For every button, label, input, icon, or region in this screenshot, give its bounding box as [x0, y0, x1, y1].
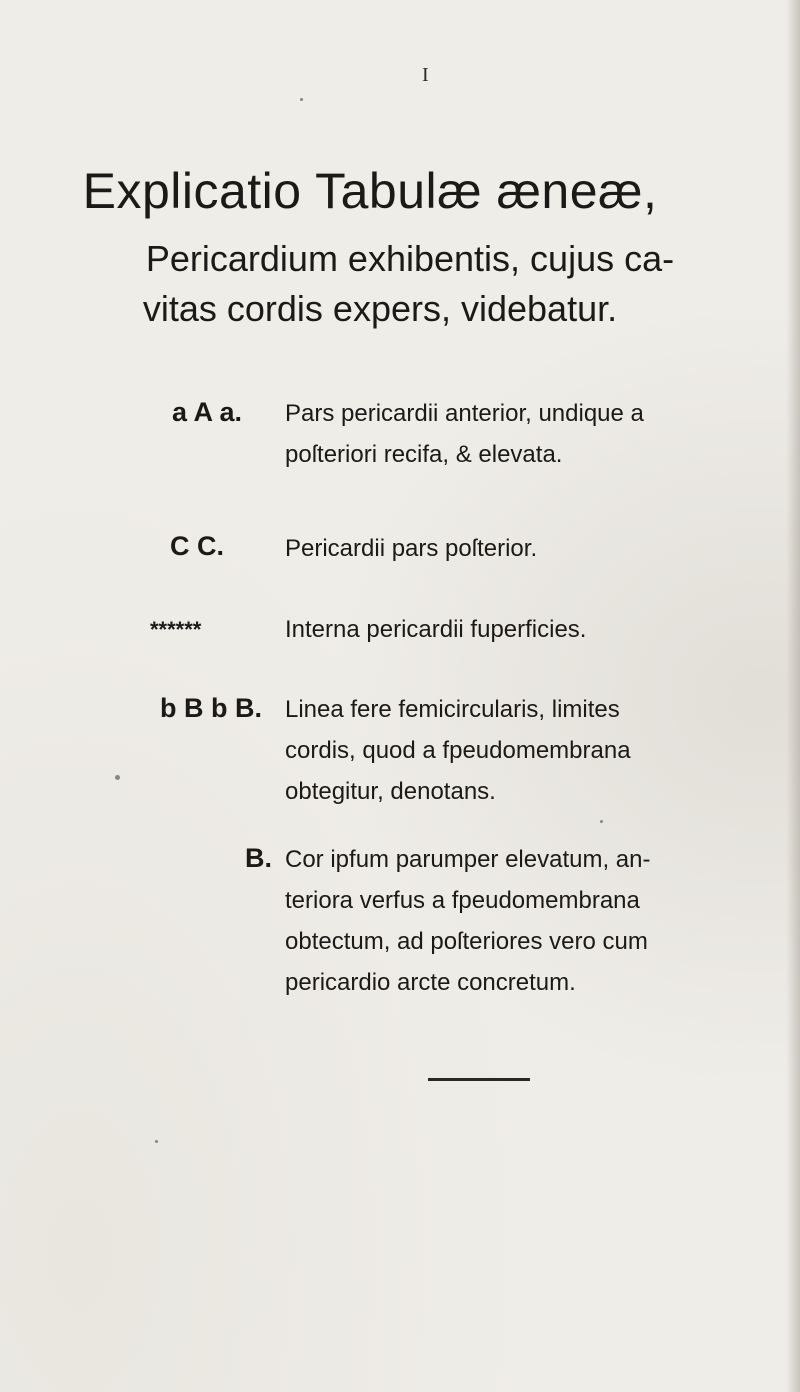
- legend-key: b B b B.: [160, 693, 262, 723]
- description-line: cordis, quod a fpeudomembrana: [285, 737, 631, 764]
- description-line: Interna pericardii fuperficies.: [285, 616, 587, 643]
- legend-key: a A a.: [172, 397, 243, 427]
- title-line: Explicatio Tabulæ æneæ,: [82, 163, 658, 219]
- description-line: Linea fere femicircularis, limites: [285, 696, 620, 723]
- description-line: Cor ipfum parumper elevatum, an-: [285, 846, 651, 873]
- legend-description: [285, 609, 775, 650]
- page-number: I: [422, 64, 429, 86]
- description-line: Pars pericardii anterior, undique a: [285, 400, 644, 427]
- title-line: Pericardium exhibentis, cujus ca-: [145, 238, 675, 279]
- legend-description: [285, 689, 775, 812]
- legend-description: [285, 393, 775, 475]
- title-line: vitas cordis expers, videbatur.: [142, 288, 618, 329]
- description-line: poſteriori recifa, & elevata.: [285, 441, 563, 468]
- legend-description: [285, 528, 775, 569]
- legend-key: ******: [150, 617, 202, 642]
- closing-rule: [428, 1078, 530, 1081]
- legend-key: B.: [245, 843, 272, 873]
- description-line: obtectum, ad poſteriores vero cum: [285, 928, 648, 955]
- description-line: teriora verfus a fpeudomembrana: [285, 887, 640, 914]
- legend-key: C C.: [170, 531, 224, 561]
- description-line: pericardio arcte concretum.: [285, 969, 576, 996]
- description-line: obtegitur, denotans.: [285, 778, 496, 805]
- description-line: Pericardii pars poſterior.: [285, 535, 538, 562]
- legend-description: [285, 839, 775, 1003]
